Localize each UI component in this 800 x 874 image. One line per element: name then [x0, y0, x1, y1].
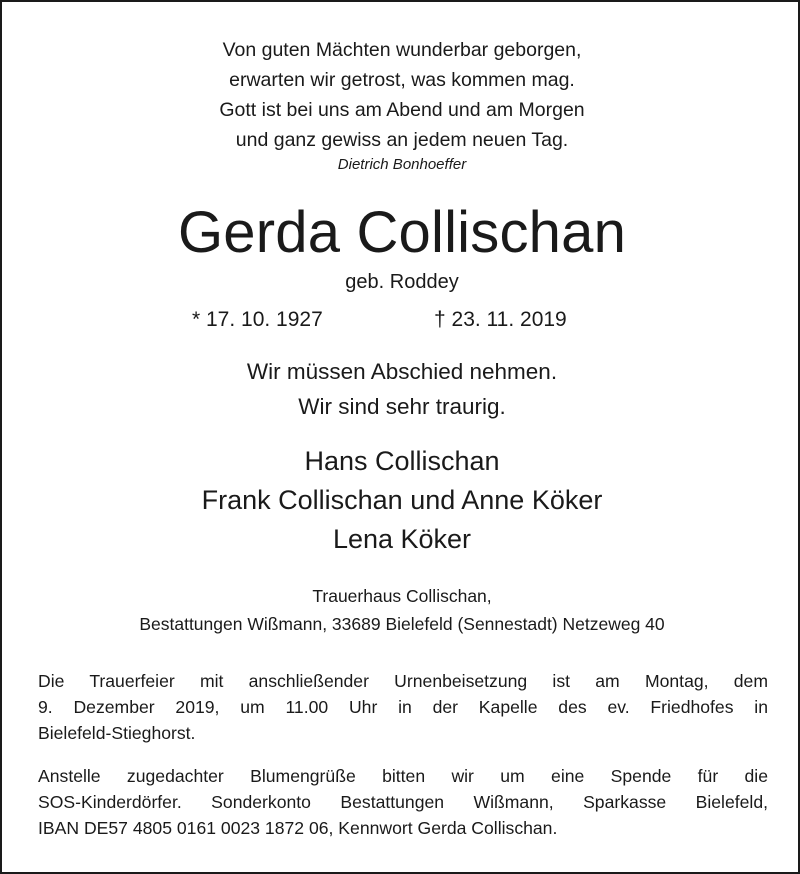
donation-line: SOS-Kinderdörfer. Sonderkonto Bestattungen Wißmann, Sparkasse Bielefeld, [38, 792, 768, 812]
poem-line: erwarten wir getrost, was kommen mag. [229, 69, 575, 91]
deceased-name: Gerda Collischan [177, 200, 627, 265]
birth-date: * 17. 10. 1927 [192, 308, 323, 331]
maiden-name: geb. Roddey [345, 271, 459, 293]
poem-line: Von guten Mächten wunderbar geborgen, [222, 39, 582, 61]
funeral-line: Die Trauerfeier mit anschließender Urnenbeisetzung ist am Montag, dem [38, 671, 768, 691]
farewell-line: Wir müssen Abschied nehmen. [246, 359, 558, 384]
donation-line: IBAN DE57 4805 0161 0023 1872 06, Kennwort Gerda Collischan. [38, 818, 558, 838]
mourner-name: Lena Köker [332, 524, 472, 554]
mourner-name: Hans Collischan [304, 446, 500, 476]
mourning-address [2, 582, 800, 638]
farewell-message [2, 354, 800, 424]
poem-line: Gott ist bei uns am Abend und am Morgen [219, 99, 585, 121]
donation-info [38, 763, 768, 841]
address-line: Trauerhaus Collischan, [312, 586, 492, 606]
donation-line: Anstelle zugedachter Blumengrüße bitten wir um eine Spende für die [38, 766, 768, 786]
address-line: Bestattungen Wißmann, 33689 Bielefeld (Sennestadt) Netzeweg 40 [139, 614, 665, 634]
death-date: † 23. 11. 2019 [434, 308, 567, 331]
poem [2, 35, 800, 155]
poem-line: und ganz gewiss an jedem neuen Tag. [235, 129, 569, 151]
mourners [2, 442, 800, 559]
farewell-line: Wir sind sehr traurig. [298, 394, 506, 419]
mourner-name: Frank Collischan und Anne Köker [201, 485, 603, 515]
funeral-line: 9. Dezember 2019, um 11.00 Uhr in der Kapelle des ev. Friedhofes in [38, 697, 768, 717]
funeral-info [38, 668, 768, 746]
poem-author: Dietrich Bonhoeffer [337, 156, 467, 173]
funeral-line: Bielefeld-Stieghorst. [38, 723, 196, 743]
